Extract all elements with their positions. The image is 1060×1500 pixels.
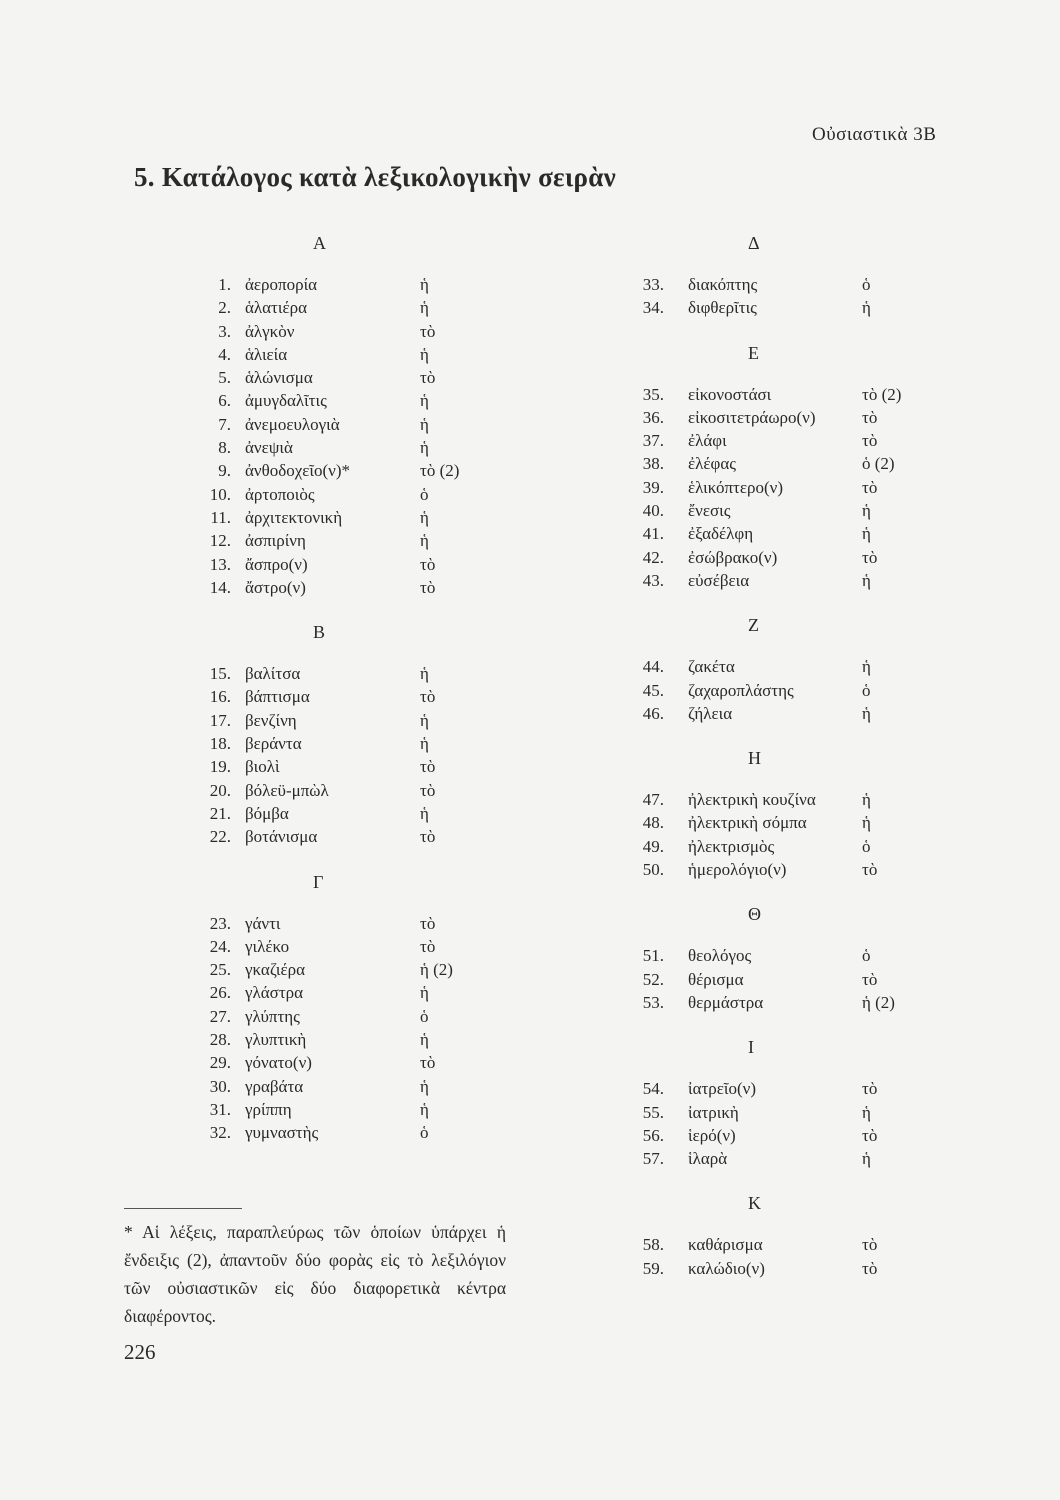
vocabulary-entry	[197, 320, 557, 343]
section-letter: Γ	[313, 871, 324, 892]
entry-article: ἡ	[420, 275, 429, 294]
section-gap	[630, 881, 990, 899]
vocabulary-entry	[197, 273, 557, 296]
vocabulary-entry	[197, 802, 557, 825]
vocabulary-entry	[630, 452, 990, 475]
vocabulary-entry	[630, 858, 990, 881]
entry-word: βάπτισμα	[245, 687, 310, 707]
entry-word: ἡμερολόγιο(ν)	[688, 860, 787, 880]
vocabulary-entry	[197, 366, 557, 389]
entry-article: ἡ	[420, 391, 429, 411]
entry-word: ἁλατιέρα	[245, 298, 307, 318]
entry-number: 46.	[642, 703, 664, 723]
entry-word: γραβάτα	[245, 1076, 304, 1096]
vocabulary-entry	[630, 296, 990, 319]
entry-word: ἀεροπορία	[245, 275, 318, 294]
vocabulary-entry	[197, 529, 557, 552]
entry-number: 56.	[642, 1125, 664, 1145]
entry-article: ἡ	[420, 664, 429, 684]
vocabulary-entry	[630, 383, 990, 406]
entry-number: 2.	[218, 298, 231, 318]
vocabulary-entry	[630, 406, 990, 429]
entry-number: 44.	[642, 657, 664, 677]
entry-word: ἠλεκτρικὴ κουζίνα	[688, 790, 816, 810]
entry-article: ἡ	[862, 570, 871, 590]
entry-number: 18.	[209, 734, 231, 754]
vocabulary-entry	[197, 662, 557, 685]
right-column	[630, 228, 990, 1280]
section-entries	[630, 258, 990, 320]
entry-word: θέρισμα	[688, 969, 744, 989]
entry-word: διφθερῖτις	[688, 298, 757, 318]
entry-article: τὸ	[420, 1053, 436, 1073]
vocabulary-entry	[630, 569, 990, 592]
section-gap	[630, 1170, 990, 1188]
entry-word: γρίππη	[245, 1099, 292, 1119]
vocabulary-entry	[197, 296, 557, 319]
vocabulary-entry	[630, 811, 990, 834]
entry-word: εἰκοσιτετράωρο(ν)	[688, 407, 816, 427]
entry-number: 14.	[209, 577, 231, 597]
entry-word: βόλεϋ-μπὼλ	[245, 780, 329, 800]
entry-number: 37.	[642, 431, 664, 451]
entry-article: ὁ	[862, 275, 871, 294]
entry-word: ἐλάφι	[688, 431, 727, 451]
entry-article: τὸ	[420, 936, 436, 956]
entry-word: βόμβα	[245, 803, 289, 823]
entry-article: τὸ	[420, 757, 436, 777]
entry-article: τὸ	[420, 687, 436, 707]
entry-number: 13.	[209, 554, 231, 574]
footnote: * Αἱ λέξεις, παραπλεύρως τῶν ὁποίων ὑπάρχει ἡ ἔνδειξις (2), ἀπαντοῦν δύο φορὰς εἰς τὸ λεξιλόγιον τῶν οὐσιαστικῶν εἰς δύο διαφορετικὰ κέντρα διαφέροντος.	[124, 1222, 506, 1326]
section-entries	[630, 773, 990, 881]
section-entries	[197, 258, 557, 599]
entry-article: τὸ	[862, 431, 878, 451]
section-letter: Ε	[748, 342, 759, 363]
vocabulary-entry	[630, 499, 990, 522]
entry-number: 17.	[209, 710, 231, 730]
section-letter: Η	[748, 748, 761, 769]
entry-word: γιλέκο	[245, 936, 290, 956]
entry-article: τὸ	[862, 860, 878, 880]
vocabulary-entry	[630, 702, 990, 725]
entry-article: τὸ (2)	[420, 461, 460, 481]
vocabulary-entry	[197, 1051, 557, 1074]
vocabulary-entry	[630, 1124, 990, 1147]
vocabulary-entry	[197, 436, 557, 459]
vocabulary-entry	[197, 732, 557, 755]
vocabulary-entry	[197, 755, 557, 778]
entry-number: 23.	[209, 913, 231, 933]
entry-word: ἠλεκτρικὴ σόμπα	[688, 813, 807, 833]
section-gap	[197, 599, 557, 617]
entry-number: 59.	[642, 1258, 664, 1278]
entry-number: 15.	[209, 664, 231, 684]
entry-article: ἡ	[862, 501, 871, 521]
vocabulary-entry	[630, 1257, 990, 1280]
vocabulary-entry	[197, 413, 557, 436]
entry-number: 48.	[642, 813, 664, 833]
entry-number: 20.	[209, 780, 231, 800]
entry-number: 26.	[209, 983, 231, 1003]
page-title: 5. Κατάλογος κατὰ λεξικολογικὴν σειρὰν	[134, 162, 617, 192]
entry-word: ἀνεμοευλογιὰ	[245, 414, 340, 434]
entry-article: ἡ	[420, 1076, 429, 1096]
section-letter: Δ	[748, 233, 760, 253]
entry-article: ἡ	[420, 438, 429, 458]
entry-article: ὁ (2)	[862, 454, 895, 474]
entry-number: 22.	[209, 827, 231, 847]
entry-number: 11.	[210, 507, 231, 527]
entry-word: βιολὶ	[245, 757, 280, 777]
vocabulary-entry	[197, 1121, 557, 1144]
entry-article: τὸ	[862, 1079, 878, 1099]
entry-article: τὸ	[420, 368, 436, 388]
entry-word: βενζίνη	[245, 710, 297, 730]
entry-article: ἡ	[862, 703, 871, 723]
entry-article: τὸ	[862, 477, 878, 497]
entry-word: ζακέτα	[688, 657, 735, 677]
section-entries	[630, 640, 990, 725]
vocabulary-entry	[630, 835, 990, 858]
entry-word: ἀρτοποιὸς	[245, 484, 315, 504]
entry-number: 31.	[209, 1099, 231, 1119]
section-letter: Ζ	[748, 615, 759, 636]
entry-word: καθάρισμα	[688, 1235, 763, 1255]
entry-word: γόνατο(ν)	[245, 1053, 312, 1073]
section-letter: Α	[313, 233, 326, 253]
entry-article: τὸ	[862, 547, 878, 567]
entry-number: 25.	[209, 960, 231, 980]
entry-article: ἡ	[420, 734, 429, 754]
entry-number: 41.	[642, 524, 664, 544]
entry-word: διακόπτης	[688, 275, 758, 294]
entry-article: ὁ	[862, 946, 871, 966]
entry-word: εὐσέβεια	[688, 570, 750, 590]
vocabulary-entry	[630, 968, 990, 991]
entry-number: 6.	[218, 391, 231, 411]
entry-article: ἡ	[420, 803, 429, 823]
running-head: Οὐσιαστικὰ 3Β	[812, 124, 937, 145]
vocabulary-entry	[630, 655, 990, 678]
entry-word: γλάστρα	[245, 983, 304, 1003]
entry-word: θεολόγος	[688, 946, 752, 966]
vocabulary-entry	[630, 429, 990, 452]
entry-article: τὸ	[420, 827, 436, 847]
entry-article: τὸ	[420, 554, 436, 574]
entry-number: 51.	[642, 946, 664, 966]
entry-number: 8.	[218, 438, 231, 458]
vocabulary-entry	[630, 273, 990, 296]
section-gap	[630, 320, 990, 338]
entry-number: 33.	[642, 275, 664, 294]
entry-number: 1.	[218, 275, 231, 294]
section-letter: Ι	[748, 1037, 754, 1058]
entry-article: ἡ (2)	[862, 992, 895, 1012]
section-entries	[630, 1218, 990, 1280]
entry-article: τὸ	[862, 969, 878, 989]
vocabulary-entry	[630, 522, 990, 545]
entry-article: τὸ	[862, 1125, 878, 1145]
entry-word: ἀμυγδαλῖτις	[245, 391, 327, 411]
section-entries	[630, 929, 990, 1014]
section-letter: Θ	[748, 904, 761, 925]
vocabulary-entry	[630, 1147, 990, 1170]
entry-word: ζαχαροπλάστης	[688, 680, 794, 700]
vocabulary-entry	[197, 912, 557, 935]
entry-word: γάντι	[245, 913, 281, 933]
entry-article: ἡ	[420, 344, 429, 364]
entry-number: 9.	[218, 461, 231, 481]
entry-word: ἔνεσις	[688, 501, 731, 521]
entry-article: τὸ	[862, 407, 878, 427]
entry-number: 4.	[218, 344, 231, 364]
entry-article: ὁ	[420, 484, 429, 504]
entry-word: βαλίτσα	[245, 664, 301, 684]
entry-article: τὸ	[420, 913, 436, 933]
vocabulary-entry	[197, 685, 557, 708]
entry-word: ἀνθοδοχεῖο(ν)*	[245, 461, 351, 481]
entry-article: ὁ	[862, 836, 871, 856]
entry-number: 55.	[642, 1102, 664, 1122]
footnote-rule	[124, 1208, 242, 1209]
vocabulary-entry	[630, 788, 990, 811]
entry-word: γυμναστὴς	[245, 1123, 319, 1143]
entry-number: 3.	[218, 321, 231, 341]
entry-number: 35.	[642, 384, 664, 404]
entry-number: 50.	[642, 860, 664, 880]
vocabulary-entry	[197, 1075, 557, 1098]
entry-article: ἡ	[862, 524, 871, 544]
entry-number: 34.	[642, 298, 664, 318]
vocabulary-entry	[630, 476, 990, 499]
vocabulary-entry	[197, 389, 557, 412]
entry-number: 54.	[642, 1079, 664, 1099]
left-column	[197, 228, 557, 1145]
entry-number: 49.	[642, 836, 664, 856]
entry-number: 32.	[209, 1123, 231, 1143]
entry-word: ἱλαρὰ	[688, 1149, 728, 1169]
section-entries	[197, 897, 557, 1145]
section-gap	[630, 1014, 990, 1032]
entry-article: ἡ	[420, 1099, 429, 1119]
entry-word: ἁλιεία	[245, 344, 288, 364]
section-entries	[197, 647, 557, 848]
vocabulary-entry	[197, 1028, 557, 1051]
entry-number: 38.	[642, 454, 664, 474]
entry-article: ἡ	[862, 1149, 871, 1169]
vocabulary-entry	[197, 779, 557, 802]
entry-word: εἰκονοστάσι	[688, 384, 772, 404]
section-gap	[630, 592, 990, 610]
entry-number: 36.	[642, 407, 664, 427]
entry-word: ἄσπρο(ν)	[245, 554, 308, 574]
entry-number: 57.	[642, 1149, 664, 1169]
entry-word: ἐξαδέλφη	[688, 524, 754, 544]
vocabulary-entry	[197, 958, 557, 981]
entry-article: τὸ	[420, 321, 436, 341]
entry-article: τὸ	[862, 1235, 878, 1255]
entry-word: καλώδιο(ν)	[688, 1258, 765, 1278]
entry-article: ὁ	[862, 680, 871, 700]
vocabulary-entry	[197, 553, 557, 576]
entry-article: ἡ	[420, 507, 429, 527]
vocabulary-entry	[197, 709, 557, 732]
entry-number: 21.	[209, 803, 231, 823]
entry-number: 58.	[642, 1235, 664, 1255]
entry-word: ἑλικόπτερο(ν)	[688, 477, 783, 497]
vocabulary-entry	[630, 944, 990, 967]
entry-number: 28.	[209, 1030, 231, 1050]
vocabulary-entry	[197, 459, 557, 482]
section-gap	[630, 725, 990, 743]
entry-word: ἀρχιτεκτονικὴ	[245, 507, 343, 527]
entry-word: γκαζιέρα	[245, 960, 305, 980]
entry-number: 47.	[642, 790, 664, 810]
entry-article: ἡ	[420, 710, 429, 730]
entry-word: ἐσώβρακο(ν)	[688, 547, 778, 567]
entry-article: ἡ	[862, 298, 871, 318]
vocabulary-entry	[630, 991, 990, 1014]
entry-article: ὁ	[420, 1123, 429, 1143]
entry-word: ἰατρεῖο(ν)	[688, 1079, 757, 1099]
entry-number: 43.	[642, 570, 664, 590]
entry-word: ἀνεψιὰ	[245, 438, 293, 458]
entry-number: 52.	[642, 969, 664, 989]
entry-article: τὸ	[862, 1258, 878, 1278]
entry-word: ἠλεκτρισμὸς	[688, 836, 775, 856]
entry-number: 5.	[218, 368, 231, 388]
entry-article: ἡ	[862, 790, 871, 810]
entry-article: τὸ	[420, 577, 436, 597]
entry-article: τὸ	[420, 780, 436, 800]
entry-word: ζήλεια	[688, 703, 733, 723]
entry-number: 24.	[209, 936, 231, 956]
entry-article: ἡ	[420, 414, 429, 434]
vocabulary-entry	[630, 1101, 990, 1124]
entry-number: 7.	[218, 414, 231, 434]
vocabulary-entry	[197, 576, 557, 599]
entry-article: ἡ	[862, 813, 871, 833]
vocabulary-entry	[197, 1098, 557, 1121]
entry-article: ἡ	[420, 983, 429, 1003]
entry-number: 19.	[209, 757, 231, 777]
entry-article: τὸ (2)	[862, 384, 902, 404]
entry-word: γλύπτης	[245, 1006, 300, 1026]
entry-article: ὁ	[420, 1006, 429, 1026]
entry-number: 30.	[209, 1076, 231, 1096]
entry-word: ἁλώνισμα	[245, 368, 313, 388]
section-letter: Κ	[748, 1193, 761, 1214]
vocabulary-entry	[197, 935, 557, 958]
vocabulary-entry	[630, 1233, 990, 1256]
entry-number: 40.	[642, 501, 664, 521]
entry-article: ἡ (2)	[420, 960, 453, 980]
entry-article: ἡ	[420, 1030, 429, 1050]
entry-number: 12.	[209, 531, 231, 551]
vocabulary-entry	[630, 679, 990, 702]
entry-word: ἄστρο(ν)	[245, 577, 306, 597]
entry-number: 29.	[209, 1053, 231, 1073]
vocabulary-entry	[197, 1005, 557, 1028]
entry-number: 53.	[642, 992, 664, 1012]
vocabulary-entry	[197, 506, 557, 529]
entry-word: ἀσπιρίνη	[245, 531, 306, 551]
entry-article: ἡ	[862, 1102, 871, 1122]
entry-number: 39.	[642, 477, 664, 497]
entry-number: 45.	[642, 680, 664, 700]
entry-article: ἡ	[420, 531, 429, 551]
vocabulary-entry	[197, 343, 557, 366]
entry-number: 16.	[209, 687, 231, 707]
entry-number: 10.	[209, 484, 231, 504]
entry-word: θερμάστρα	[688, 992, 764, 1012]
section-entries	[630, 368, 990, 593]
entry-word: ἀλγκὸν	[245, 321, 295, 341]
entry-number: 27.	[209, 1006, 231, 1026]
entry-word: βοτάνισμα	[245, 827, 318, 847]
entry-number: 42.	[642, 547, 664, 567]
entry-word: ἱερό(ν)	[688, 1125, 736, 1145]
vocabulary-entry	[630, 1077, 990, 1100]
section-letter: Β	[313, 622, 326, 643]
page-number: 226	[124, 1340, 156, 1364]
vocabulary-entry	[197, 825, 557, 848]
entry-article: ἡ	[420, 298, 429, 318]
vocabulary-entry	[197, 981, 557, 1004]
vocabulary-entry	[197, 483, 557, 506]
entry-article: ἡ	[862, 657, 871, 677]
entry-word: βεράντα	[245, 734, 302, 754]
section-entries	[630, 1062, 990, 1170]
section-gap	[197, 849, 557, 867]
vocabulary-entry	[630, 546, 990, 569]
entry-word: γλυπτικὴ	[245, 1030, 307, 1050]
entry-word: ἰατρικὴ	[688, 1102, 739, 1122]
entry-word: ἐλέφας	[688, 454, 736, 474]
